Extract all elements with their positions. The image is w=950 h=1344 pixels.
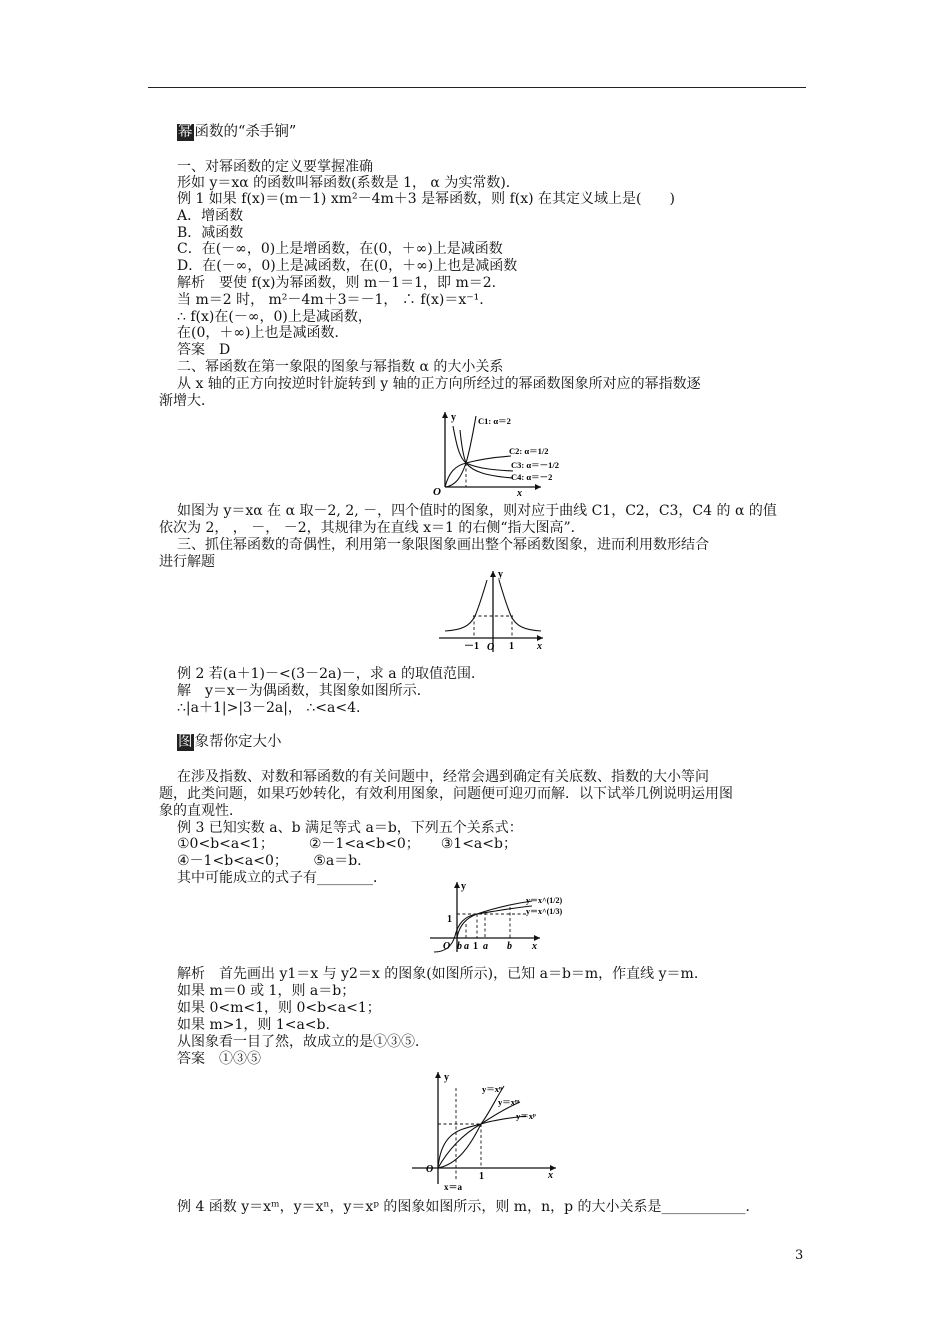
tick-b-small: b [457,941,462,952]
y-label: y [461,881,466,892]
title-box: 图 [178,734,193,750]
x-label: x [532,941,537,952]
label-cube-root: y＝x^(1/3) [526,907,563,916]
text-line: 题，此类问题，如果巧妙转化，有效利用图象，问题便可迎刃而解．以下试举几例说明运用图 [159,786,733,802]
figure-mnp-curves [408,1068,568,1196]
label-y-xm: y＝xᵐ [498,1097,520,1107]
text-line: ∴ f(x)在(－∞，0)上是减函数， [177,309,372,325]
curve-c1 [445,416,476,487]
text-line: 依次为 2， ， －， －2，其规律为在直线 x＝1 的右侧“指大图高”． [159,520,585,536]
curve-left [445,580,487,631]
text-line: 象的直观性． [159,803,243,819]
text-line: 解 y＝x－为偶函数，其图象如图所示． [177,683,431,699]
text-line: 答案 D [177,342,231,358]
tick-1: 1 [473,941,478,952]
tick-a: a [483,941,488,952]
text-line: 例 3 已知实数 a、b 满足等式 a＝b，下列五个关系式： [177,820,523,836]
label-c4: C4: α＝－2 [511,472,553,482]
text-line: 答案 ①③⑤ [177,1051,261,1067]
text-line: 二、幂函数在第一象限的图象与幂指数 α 的大小关系 [177,359,504,375]
y-arrow [442,412,448,418]
text-line: 渐增大． [159,393,215,409]
text-line: ∴|a＋1|>|3－2a|， ∴<a<4. [177,700,361,716]
y-arrow [435,1072,441,1078]
section-title-killer-move: 幂 函数的“杀手锏” [178,124,297,140]
curve-right [499,580,541,631]
x-label: x [537,641,542,652]
tick-a-small: a [464,941,469,952]
x-label: x [517,488,522,499]
curve-y-xm [438,1102,520,1168]
text-line: 如果 m>1，则 1<a<b. [177,1017,330,1033]
text-line: 解析 首先画出 y1＝x 与 y2＝x 的图象(如图所示)，已知 a＝b＝m，作直线 y＝m. [177,966,699,982]
text-line: ④－1<b<a<0； ⑤a＝b. [177,853,362,869]
label-c2: C2: α＝1/2 [509,446,549,456]
text-line: C．在(－∞，0)上是增函数，在(0，＋∞)上是减函数 [177,241,503,257]
tick-neg1: －1 [464,641,479,652]
text-line: ①0<b<a<1； ②－1<a<b<0； ③1<a<b； [177,836,517,852]
text-line: 例 1 如果 f(x)＝(m－1) xm²－4m＋3 是幂函数，则 f(x) 在其定义域上是( ) [177,191,675,207]
section-title-graph-size: 图 象帮你定大小 [178,734,282,750]
label-y-xp: y＝xᵖ [516,1111,536,1121]
text-line: 如果 0<m<1，则 0<b<a<1； [177,1000,381,1016]
x-label: x [548,1170,553,1181]
y-label: y [444,1072,449,1083]
title-box: 幂 [178,124,193,140]
text-line: B．减函数 [177,225,244,241]
label-c1: C1: α＝2 [478,416,511,426]
figure-even-power [437,568,552,656]
label-c3: C3: α＝－1/2 [511,460,559,470]
label-y-xn: y＝xⁿ [482,1084,502,1094]
curve-sqrt [457,901,532,938]
text-line: 解析 要使 f(x)为幂函数，则 m－1＝1，即 m＝2. [177,275,497,291]
header-rule [148,87,806,88]
text-line: 在(0，＋∞)上也是减函数． [177,325,349,341]
y-label: y [451,412,456,423]
figure-root-curves [428,880,563,955]
text-line: D．在(－∞，0)上是减函数，在(0，＋∞)上也是减函数 [177,258,518,274]
label-sqrt: y＝x^(1/2) [526,896,563,905]
text-line: 在涉及指数、对数和幂函数的有关问题中，经常会遇到确定有关底数、指数的大小等问 [177,769,709,785]
curve-y-xn [438,1086,504,1168]
text-line: 如图为 y＝xα 在 α 取－2, 2, －，四个值时的图象，则对应于曲线 C1，C2，C3，C4 的 α 的值 [177,503,777,519]
text-line: 其中可能成立的式子有________． [177,870,387,886]
origin-label: O [487,642,495,653]
origin-label: O [433,486,441,498]
y-arrow [490,571,496,577]
text-line: 从 x 轴的正方向按逆时针旋转到 y 轴的正方向所经过的幂函数图象所对应的幂指数逐 [177,376,701,392]
text-line: A．增函数 [177,208,244,224]
example4-line: 例 4 函数 y＝xᵐ，y＝xⁿ，y＝xᵖ 的图象如图所示，则 m，n，p 的大小关系是____________． [177,1199,760,1215]
tick-pos1: 1 [509,641,514,652]
y-arrow [454,882,460,888]
tick-b: b [507,941,512,952]
text-line: 三、抓住幂函数的奇偶性，利用第一象限图象画出整个幂函数图象，进而利用数形结合 [177,537,709,553]
y-label: y [498,569,503,580]
text-line: 一、对幂函数的定义要掌握准确 [177,159,373,175]
page-number: 3 [795,1248,804,1263]
tick-y1: 1 [447,914,452,925]
text-line: 例 2 若(a＋1)－<(3－2a)－，求 a 的取值范围． [177,666,486,682]
text-line: 进行解题 [159,554,215,570]
figure-power-curves [425,408,565,499]
text-line: 如果 m＝0 或 1，则 a＝b； [177,983,356,999]
origin-label: O [426,1164,434,1175]
origin-label: O [443,941,451,952]
text-line: 当 m＝2 时， m²－4m＋3＝－1， ∴ f(x)＝x⁻¹. [177,292,484,308]
label-x-equals-a: x＝a [444,1182,463,1192]
tick-1: 1 [479,1171,484,1182]
text-line: 从图象看一目了然，故成立的是①③⑤． [177,1034,429,1050]
text-line: 形如 y＝xα 的函数叫幂函数(系数是 1， α 为实常数)． [177,175,520,191]
x-arrow [535,484,541,490]
